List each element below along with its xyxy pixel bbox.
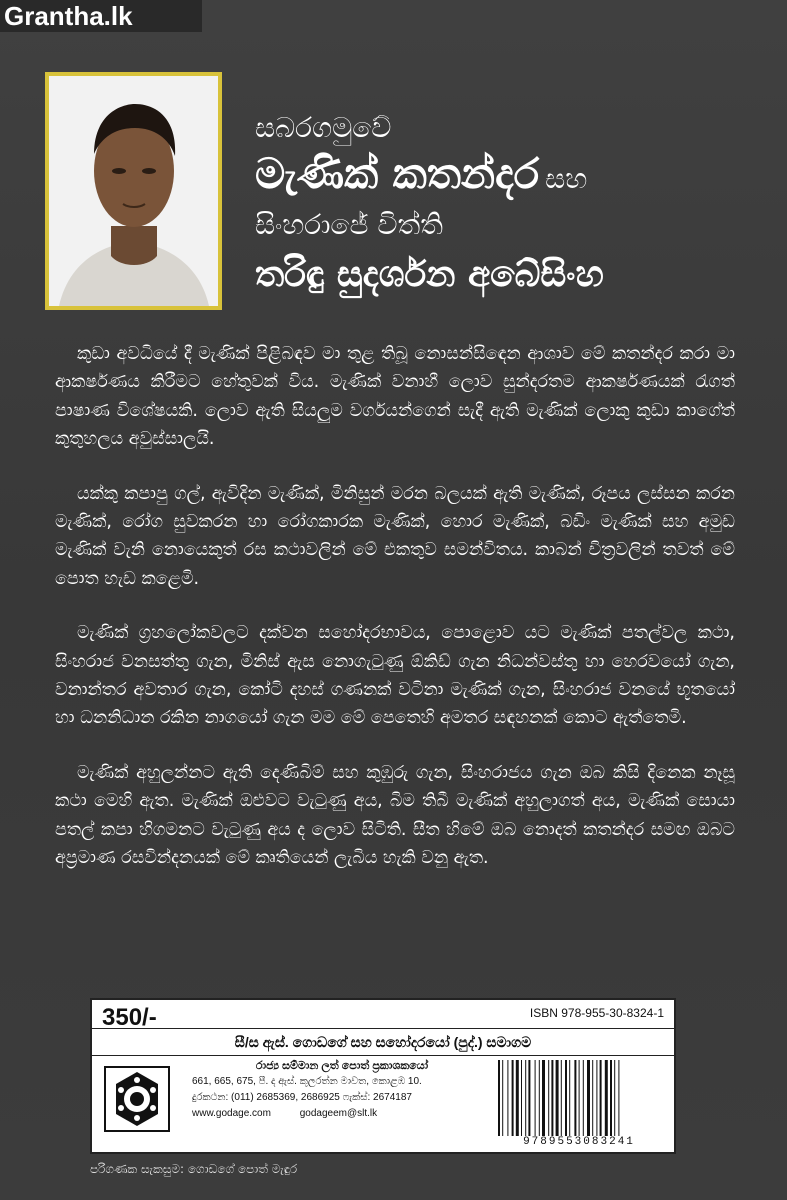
author-photo: [49, 76, 218, 306]
blurb-paragraph-4: මැණික් අහුලන්නට ඇති දෙණිබිම් සහ කුඹුරු ගැන, සිංහරාජය ගැන ඔබ කිසි දිනෙක නෑසූ කථා මෙහි ඇත. මැණික් ඔළුවට වැටුණු අය, බිම තිබී මැණික් අහුලාගත් අය, මැණික් සොයා පතල් කපා හිගමනට වැටුණු අය ද ලොව සිටිති. සීත හිමේ ඔබ නොදත් කතන්දර සමඟ ඔබට අප්‍රමාණ රසවින්දනයක් මේ කෘතියෙන් ලැබිය හැකි වනු ඇත.: [55, 762, 735, 869]
publisher-box: [90, 998, 676, 1154]
title-line-1: සබරගමුවේ: [255, 111, 392, 144]
publisher-web: www.godage.com: [192, 1108, 271, 1119]
publisher-email: godageem@slt.lk: [299, 1108, 378, 1119]
author-name: තරිඳු සුදර්ශන අබේසිංහ: [255, 254, 604, 295]
publisher-info: [192, 1058, 492, 1122]
blurb: [55, 340, 735, 899]
site-watermark: Grantha.lk: [0, 0, 202, 32]
title-block: [255, 108, 755, 301]
author-photo-frame: [45, 72, 222, 310]
title-line-3: සිංහරාජේ විත්ති: [255, 208, 443, 241]
price: 350/-: [102, 1004, 157, 1031]
barcode-icon: [494, 1060, 664, 1138]
publisher-address: 661, 665, 675, පී. ද ඇස්. කුලරත්න මාවත, කොළඹ 10.: [192, 1076, 422, 1087]
title-line-2: [255, 148, 755, 205]
title-main: මැණික් කතන්දර: [255, 149, 540, 198]
author-portrait-icon: [49, 76, 218, 306]
blurb-paragraph-2: යක්කු කපාපු ගල්, ඇවිදින මැණික්, මිනිසුන් මරන බලයක් ඇති මැණික්, රූපය ලස්සන කරන මැණික්, රෝග සුවකරන හා රෝගකාරක මැණික්, හොර මැණික්, බඩිං මැණික් සහ අමුඩ මැණික් වැනි නොයෙකුත් රස කථාවලින් මේ එකතුව සමන්විතය. කාබන් චිත්‍රවලින් තවත් මේ පොත හැඩ කළෙමි.: [55, 483, 735, 589]
blurb-paragraph-1: කුඩා අවධියේ දී මැණික් පිළිබඳව මා තුළ තිබූ නොසන්සිඳෙන ආශාව මේ කතන්දර කරා මා ආකර්ෂණය කිරීමට හේතුවක් විය. මැණික් වනාහී ලොව සුන්දරතම ආකර්ෂණයක් රැගත් පාෂාණ විශේෂයකි. ලොව ඇති සියලුම වර්ගයන්ගෙන් සැදී ඇති මැණික් ලොකු කුඩා කාගේත් කුතුහලය අවුස්සාලයි.: [55, 344, 735, 450]
publisher-tagline: රාජ්‍ය සම්මාන ලත් පොත් ප්‍රකාශකයෝ: [255, 1060, 429, 1072]
publisher-phone: දුරකථන: (011) 2685369, 2686925 ෆැක්ස්: 2674187: [192, 1092, 412, 1103]
isbn: ISBN 978-955-30-8324-1: [529, 1006, 664, 1020]
title-conjunction: සහ: [545, 162, 588, 195]
barcode-number: 9789553083241: [523, 1136, 635, 1148]
publisher-name: සී/ස ඇස්. ගොඩගේ සහ සහෝදරයෝ (පුද්.) සමාගම: [92, 1028, 674, 1056]
publisher-logo-icon: [104, 1066, 170, 1132]
typesetting-credit: පරිගණක සැකසුම: ගොඩගේ පොත් මැඳුර: [90, 1162, 298, 1176]
blurb-paragraph-3: මැණික් ග්‍රහලෝකවලට දක්වන සහෝදරභාවය, පොළොව යට මැණික් පතල්වල කථා, සිංහරාජ වනසත්තු ගැන, මිනිස් ඇස නොගැටුණු ඕකිඩ් ගැන නිධන්වස්තු හා හෙරවයෝ ගැන, වනාන්තර අවතාර ගැන, කෝටි දහස් ගණනක් වටිනා මැණික් ගැන, සිංහරාජ වනයේ භූතයෝ හා ධනනිධාන රකින නාගයෝ ගැන මම මේ පෙතෙහි අමතර සඳහනක් කොට ඇත්තෙමි.: [55, 623, 735, 729]
